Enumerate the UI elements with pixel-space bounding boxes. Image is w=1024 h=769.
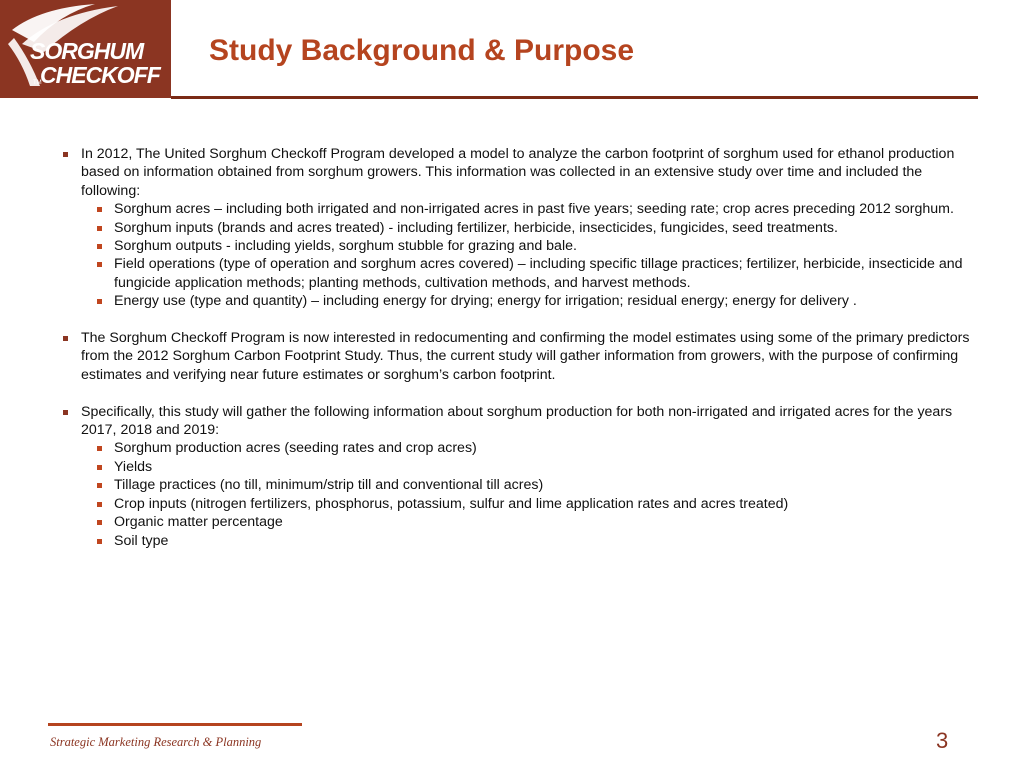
title-divider [171,96,978,99]
footer-text: Strategic Marketing Research & Planning [50,735,262,749]
sub-bullet: Sorghum outputs - including yields, sorghum stubble for grazing and bale. [62,237,982,255]
sub-bullet: Yields [62,458,982,476]
bullet-study-scope: Specifically, this study will gather the following information about sorghum production for both non-irrigated and irrigated acres for the years 2017, 2018 and 2019: [62,403,982,440]
sorghum-checkoff-logo [0,0,171,98]
sub-bullet: Soil type [62,532,982,550]
footer-divider [48,723,302,726]
sub-bullet: Sorghum acres – including both irrigated and non-irrigated acres in past five years; seeding rate; crop acres preceding 2012 sorghum. [62,200,982,218]
page-number: 3 [936,728,949,753]
bullet-purpose: The Sorghum Checkoff Program is now interested in redocumenting and confirming the model estimates using some of the primary predictors from the 2012 Sorghum Carbon Footprint Study. Thus, the current study will gather information from growers, with the purpose of confirming estimates and verifying near future estimates or sorghum’s carbon footprint. [62,329,982,384]
sub-bullet: Tillage practices (no till, minimum/strip till and conventional till acres) [62,476,982,494]
logo-line-1: SORGHUM [30,38,144,64]
spacer [62,311,982,329]
sub-bullet: Organic matter percentage [62,513,982,531]
logo-trademark: TM [33,80,42,86]
sub-bullet: Crop inputs (nitrogen fertilizers, phosphorus, potassium, sulfur and lime application rates and acres treated) [62,495,982,513]
page-title: Study Background & Purpose [209,34,635,67]
slide-content [62,145,982,550]
sub-bullet: Sorghum inputs (brands and acres treated) - including fertilizer, herbicide, insecticides, fungicides, seed treatments. [62,219,982,237]
sub-bullet: Sorghum production acres (seeding rates and crop acres) [62,439,982,457]
sub-bullet: Energy use (type and quantity) – including energy for drying; energy for irrigation; residual energy; energy for delivery . [62,292,982,310]
logo-line-2: CHECKOFF [40,62,160,88]
spacer [62,384,982,402]
bullet-background: In 2012, The United Sorghum Checkoff Program developed a model to analyze the carbon footprint of sorghum used for ethanol production based on information obtained from sorghum growers. This information was collected in an extensive study over time and included the following: [62,145,982,200]
sub-bullet: Field operations (type of operation and sorghum acres covered) – including specific tillage practices; fertilizer, herbicide, insecticide and fungicide application methods; planting methods, cultivation methods, and harvest methods. [62,255,982,292]
